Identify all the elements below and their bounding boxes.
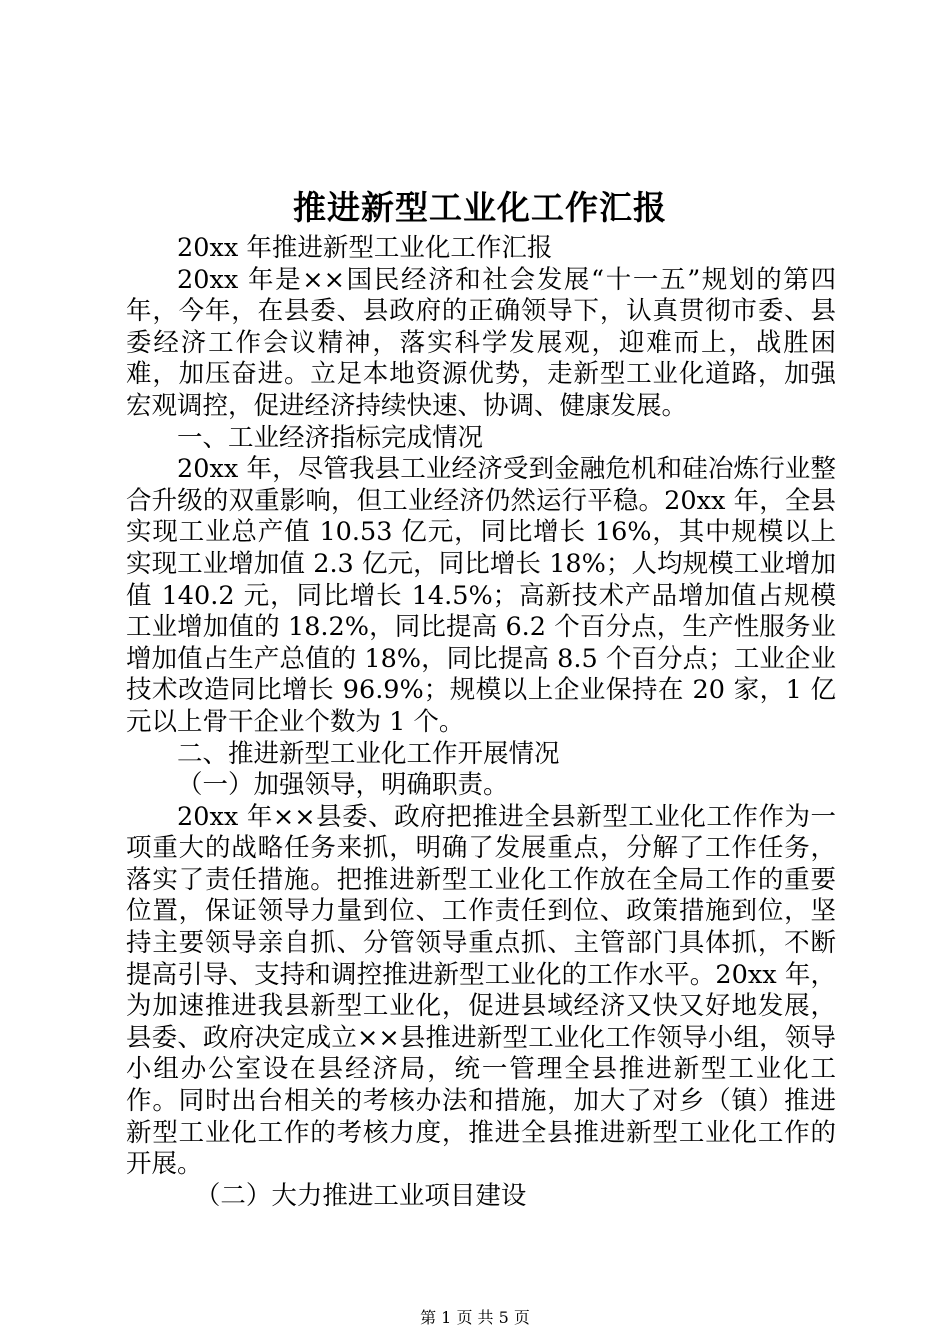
report-subtitle: 20xx 年推进新型工业化工作汇报	[177, 233, 553, 263]
section-heading-2: 二、推进新型工业化工作开展情况	[177, 738, 560, 769]
section-heading-1: 一、工业经济指标完成情况	[177, 422, 484, 453]
document-title: 推进新型工业化工作汇报	[293, 188, 667, 227]
subsection-heading-2: （二）大力推进工业项目建设	[194, 1180, 527, 1211]
document-body	[126, 233, 836, 1212]
page-number: 第 1 页 共 5 页	[420, 1308, 530, 1327]
intro-paragraph: 20xx 年是××国民经济和社会发展“十一五”规划的第四年，今年，在县委、县政府的正确领导下，认真贯彻市委、县委经济工作会议精神，落实科学发展观，迎难而上，战胜困难，加压奋进。立足本地资源优势，走新型工业化道路，加强宏观调控，促进经济持续快速、协调、健康发展。	[126, 264, 836, 421]
section-1-paragraph: 20xx 年，尽管我县工业经济受到金融危机和硅冶炼行业整合升级的双重影响，但工业经济仍然运行平稳。20xx 年，全县实现工业总产值 10.53 亿元，同比增长 16%，其中规模以上实现工业增加值 2.3 亿元，同比增长 18%；人均规模工业增加值 140.2 元，同比增长 14.5%；高新技术产品增加值占规模工业增加值的 18.2%，同比提高 6.2 个百分点，生产性服务业增加值占生产总值的 18%，同比提高 8.5 个百分点；工业企业技术改造同比增长 96.9%；规模以上企业保持在 20 家，1 亿元以上骨干企业个数为 1 个。	[126, 454, 836, 737]
subsection-1-paragraph: 20xx 年××县委、政府把推进全县新型工业化工作作为一项重大的战略任务来抓，明确了发展重点，分解了工作任务，落实了责任措施。把推进新型工业化工作放在全局工作的重要位置，保证领导力量到位、工作责任到位、政策措施到位，坚持主要领导亲自抓、分管领导重点抓、主管部门具体抓，不断提高引导、支持和调控推进新型工业化的工作水平。20xx 年，为加速推进我县新型工业化，促进县域经济又快又好地发展，县委、政府决定成立××县推进新型工业化工作领导小组，领导小组办公室设在县经济局，统一管理全县推进新型工业化工作。同时出台相关的考核办法和措施，加大了对乡（镇）推进新型工业化工作的考核力度，推进全县推进新型工业化工作的开展。	[126, 801, 836, 1180]
subsection-heading-1: （一）加强领导，明确职责。	[177, 770, 509, 801]
